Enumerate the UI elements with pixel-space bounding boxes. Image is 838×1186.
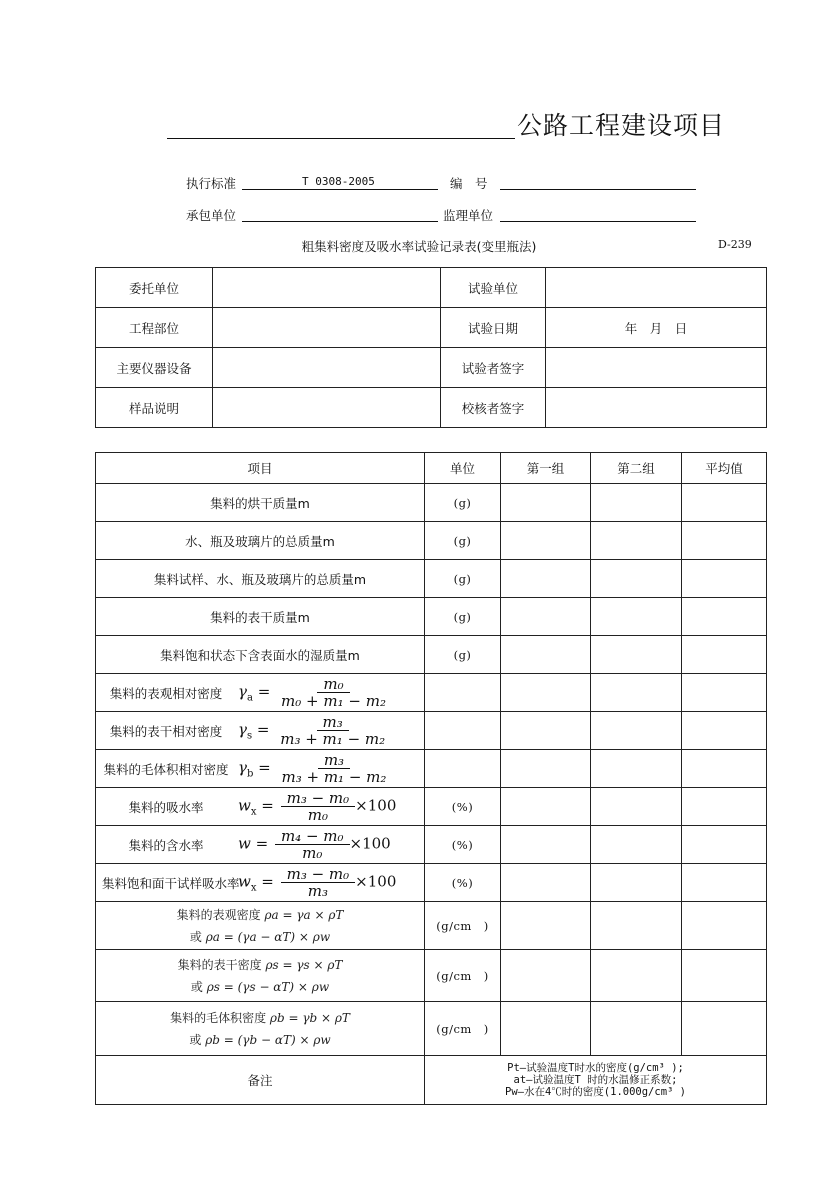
group2-value-cell[interactable]: [591, 674, 682, 712]
supervisor-label: 监理单位: [443, 208, 494, 223]
formula-denominator: m₃ + m₁ − m₂: [281, 768, 387, 786]
average-value-cell[interactable]: [682, 598, 767, 636]
group1-value-cell[interactable]: [501, 826, 591, 864]
remarks-row: [96, 1056, 767, 1105]
group2-value-cell[interactable]: [591, 902, 682, 950]
item-label: 集料的表观密度: [176, 907, 261, 922]
item-label: 集料饱和状态下含表面水的湿质量m: [160, 647, 360, 663]
group1-value-cell[interactable]: [501, 484, 591, 522]
info-row: [96, 348, 767, 388]
formula: $\gamma_a$ = $\frac{\text{m₀}}{\text{m₀ + m₁ − m₂}}$: [238, 676, 390, 709]
formula-lhs-sub: a: [246, 692, 253, 704]
group1-value-cell[interactable]: [501, 788, 591, 826]
item-cell: [96, 560, 425, 598]
table-row: [96, 484, 767, 522]
density-formula-2: ρb = (γb − αT) × ρw: [205, 1032, 331, 1047]
info-table: [95, 267, 767, 428]
average-value-cell[interactable]: [682, 484, 767, 522]
density-or: 或: [189, 929, 202, 944]
formula-lhs-sub: x: [250, 806, 257, 818]
remarks-content: [425, 1056, 767, 1105]
formula-tail: ×100: [355, 796, 397, 815]
item-cell: [96, 522, 425, 560]
average-value-cell[interactable]: [682, 788, 767, 826]
unit-cell: (%): [425, 864, 501, 902]
group1-value-cell[interactable]: [501, 636, 591, 674]
item-label: 集料的吸水率: [128, 799, 204, 815]
average-value-cell[interactable]: [682, 902, 767, 950]
average-value-cell[interactable]: [682, 560, 767, 598]
item-label: 集料的表观相对密度: [109, 685, 223, 701]
item-label: 集料的表干质量m: [210, 609, 310, 625]
table-row: [96, 864, 767, 902]
formula: $w_x$ = $\frac{\text{m₃ − m₀}}{\text{m₃}}$ ×100: [238, 865, 397, 900]
group2-value-cell[interactable]: [591, 950, 682, 1002]
unit-cell: [425, 750, 501, 788]
formula-lhs: γ: [238, 758, 247, 777]
group1-value-cell[interactable]: [501, 598, 591, 636]
item-cell: [96, 750, 425, 788]
group1-value-cell[interactable]: [501, 1002, 591, 1056]
remark-line: at—试验温度T 时的水温修正系数;: [513, 1074, 678, 1086]
formula: $w_x$ = $\frac{\text{m₃ − m₀}}{\text{m₀}}$ ×100: [238, 789, 397, 824]
standard-value: T 0308-2005: [302, 175, 375, 188]
info-row: [96, 308, 767, 348]
table-row: [96, 712, 767, 750]
item-cell: [96, 484, 425, 522]
item-label: 集料饱和面干试样吸水率: [102, 875, 240, 891]
group2-value-cell[interactable]: [591, 1002, 682, 1056]
density-or: 或: [189, 1032, 202, 1047]
group2-value-cell[interactable]: [591, 788, 682, 826]
item-cell: [96, 864, 425, 902]
column-header-item: 项目: [96, 453, 425, 484]
info-label: 试验单位: [441, 268, 546, 308]
info-value-cell[interactable]: [213, 348, 441, 388]
column-header-group2: 第二组: [591, 453, 682, 484]
item-cell: [96, 598, 425, 636]
info-label: 委托单位: [96, 268, 213, 308]
formula-denominator: m₀: [307, 806, 328, 824]
item-cell: [96, 674, 425, 712]
formula-numerator: m₃ − m₀: [281, 790, 356, 807]
formula-numerator: m₄ − m₀: [275, 828, 350, 845]
item-label: 集料的含水率: [128, 837, 204, 853]
item-cell: [96, 788, 425, 826]
group2-value-cell[interactable]: [591, 636, 682, 674]
group2-value-cell[interactable]: [591, 864, 682, 902]
info-row: [96, 388, 767, 428]
item-label: 集料的毛体积相对密度: [103, 761, 229, 777]
formula-denominator: m₃ + m₁ − m₂: [280, 730, 386, 748]
table-row: [96, 636, 767, 674]
number-label: 编 号: [450, 176, 488, 191]
info-value-cell[interactable]: [546, 268, 767, 308]
item-label: 集料试样、水、瓶及玻璃片的总质量m: [153, 571, 367, 587]
unit-cell: (g): [425, 522, 501, 560]
item-label: 集料的表干密度: [177, 957, 262, 972]
tester-signature-cell[interactable]: [546, 348, 767, 388]
table-header-row: [96, 453, 767, 484]
formula-lhs: w: [238, 834, 251, 853]
table-row: [96, 1002, 767, 1056]
unit-cell: (g/cm ): [425, 950, 501, 1002]
group1-value-cell[interactable]: [501, 674, 591, 712]
average-value-cell[interactable]: [682, 636, 767, 674]
group2-value-cell[interactable]: [591, 560, 682, 598]
average-value-cell[interactable]: [682, 750, 767, 788]
form-title: 粗集料密度及吸水率试验记录表(变里瓶法): [301, 239, 537, 254]
info-label: 校核者签字: [441, 388, 546, 428]
unit-cell: (g): [425, 560, 501, 598]
project-title: 公路工程建设项目: [517, 111, 726, 140]
density-formula-1: ρb = γb × ρT: [269, 1010, 350, 1025]
formula-tail: ×100: [355, 872, 397, 891]
formula-denominator: m₃: [307, 882, 328, 900]
formula-lhs: w: [238, 796, 251, 815]
column-header-unit: 单位: [425, 453, 501, 484]
unit-cell: [425, 712, 501, 750]
test-date-cell[interactable]: 年 月 日: [546, 308, 767, 348]
group2-value-cell[interactable]: [591, 712, 682, 750]
remark-line: Pw—水在4℃时的密度(1.000g/cm³ ): [505, 1086, 686, 1098]
checker-signature-cell[interactable]: [546, 388, 767, 428]
formula-numerator: m₃ − m₀: [281, 866, 356, 883]
group1-value-cell[interactable]: [501, 950, 591, 1002]
item-cell: [96, 1002, 425, 1056]
formula-lhs-sub: x: [250, 882, 257, 894]
item-label: 集料的烘干质量m: [210, 495, 310, 511]
item-cell: [96, 950, 425, 1002]
density-or: 或: [190, 979, 203, 994]
group1-value-cell[interactable]: [501, 864, 591, 902]
info-value-cell[interactable]: [213, 308, 441, 348]
average-value-cell[interactable]: [682, 826, 767, 864]
formula: $\gamma_s$ = $\frac{\text{m₃}}{\text{m₃ + m₁ − m₂}}$: [238, 714, 389, 747]
column-header-average: 平均值: [682, 453, 767, 484]
table-row: [96, 560, 767, 598]
unit-cell: (g/cm ): [425, 902, 501, 950]
contractor-field-line[interactable]: [242, 221, 438, 222]
average-value-cell[interactable]: [682, 950, 767, 1002]
average-value-cell[interactable]: [682, 712, 767, 750]
item-cell: [96, 826, 425, 864]
item-cell: [96, 712, 425, 750]
info-label: 试验日期: [441, 308, 546, 348]
info-value-cell[interactable]: [213, 268, 441, 308]
average-value-cell[interactable]: [682, 674, 767, 712]
main-table: [95, 452, 767, 1105]
group1-value-cell[interactable]: [501, 712, 591, 750]
density-formula-1: ρa = γa × ρT: [264, 907, 344, 922]
table-row: [96, 950, 767, 1002]
item-cell: [96, 902, 425, 950]
unit-cell: (g): [425, 598, 501, 636]
table-row: [96, 750, 767, 788]
remark-line: Pt—试验温度T时水的密度(g/cm³ );: [507, 1062, 684, 1074]
unit-cell: [425, 674, 501, 712]
group2-value-cell[interactable]: [591, 750, 682, 788]
unit-cell: (%): [425, 826, 501, 864]
project-name-blank-line[interactable]: [167, 138, 515, 139]
form-code: D-239: [718, 238, 752, 251]
item-label: 水、瓶及玻璃片的总质量m: [185, 533, 335, 549]
formula-denominator: m₀ + m₁ − m₂: [281, 692, 386, 710]
unit-cell: (g): [425, 636, 501, 674]
info-value-cell[interactable]: [213, 388, 441, 428]
average-value-cell[interactable]: [682, 864, 767, 902]
standard-label: 执行标准: [186, 176, 237, 191]
table-row: [96, 826, 767, 864]
table-row: [96, 598, 767, 636]
group2-value-cell[interactable]: [591, 598, 682, 636]
average-value-cell[interactable]: [682, 1002, 767, 1056]
average-value-cell[interactable]: [682, 522, 767, 560]
standard-field-line[interactable]: [242, 189, 438, 190]
remarks-label: 备注: [96, 1056, 425, 1105]
item-label: 集料的毛体积密度: [170, 1010, 267, 1025]
table-row: [96, 522, 767, 560]
unit-cell: (%): [425, 788, 501, 826]
formula: w = $\frac{\text{m₄ − m₀}}{\text{m₀}}$ ×100: [238, 827, 391, 862]
formula-lhs: γ: [238, 682, 247, 701]
unit-cell: (g/cm ): [425, 1002, 501, 1056]
group1-value-cell[interactable]: [501, 902, 591, 950]
formula: $\gamma_b$ = $\frac{\text{m₃}}{\text{m₃ + m₁ − m₂}}$: [238, 752, 390, 785]
formula-numerator: m₃: [317, 714, 349, 731]
info-label: 工程部位: [96, 308, 213, 348]
group2-value-cell[interactable]: [591, 484, 682, 522]
number-field-line[interactable]: [500, 189, 696, 190]
formula-lhs: γ: [238, 720, 247, 739]
group1-value-cell[interactable]: [501, 560, 591, 598]
info-label: 样品说明: [96, 388, 213, 428]
formula-numerator: m₃: [318, 752, 350, 769]
group2-value-cell[interactable]: [591, 826, 682, 864]
table-row: [96, 902, 767, 950]
formula-lhs-sub: s: [246, 730, 253, 742]
formula-lhs-sub: b: [246, 768, 254, 780]
density-formula-1: ρs = γs × ρT: [265, 957, 343, 972]
density-formula-2: ρa = (γa − αT) × ρw: [205, 929, 331, 944]
column-header-group1: 第一组: [501, 453, 591, 484]
info-label: 试验者签字: [441, 348, 546, 388]
supervisor-field-line[interactable]: [500, 221, 696, 222]
info-label: 主要仪器设备: [96, 348, 213, 388]
unit-cell: (g): [425, 484, 501, 522]
formula-numerator: m₀: [317, 676, 349, 693]
formula-lhs: w: [238, 872, 251, 891]
contractor-label: 承包单位: [186, 208, 237, 223]
table-row: [96, 788, 767, 826]
density-formula-2: ρs = (γs − αT) × ρw: [206, 979, 330, 994]
item-label: 集料的表干相对密度: [109, 723, 223, 739]
table-row: [96, 674, 767, 712]
formula-denominator: m₀: [302, 844, 323, 862]
group2-value-cell[interactable]: [591, 522, 682, 560]
item-cell: [96, 636, 425, 674]
formula-tail: ×100: [349, 834, 391, 853]
group1-value-cell[interactable]: [501, 750, 591, 788]
info-row: [96, 268, 767, 308]
group1-value-cell[interactable]: [501, 522, 591, 560]
